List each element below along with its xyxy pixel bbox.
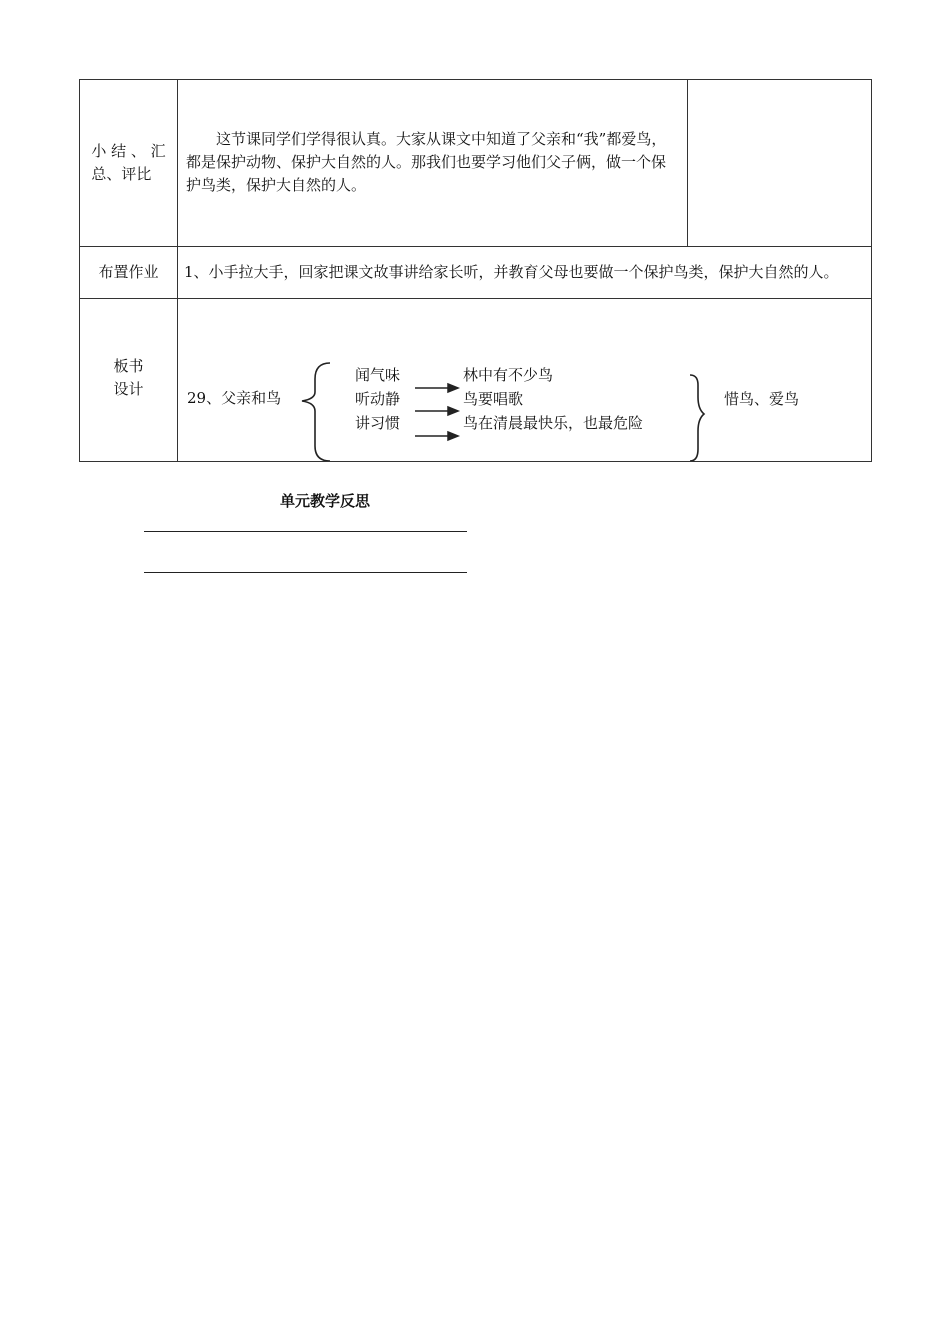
board-design-cell bbox=[178, 299, 872, 462]
board-left-item: 闻气味 bbox=[355, 366, 401, 384]
homework-label: 布置作业 bbox=[98, 263, 159, 281]
board-right-item: 林中有不少鸟 bbox=[463, 366, 554, 384]
reflection-blank-line[interactable] bbox=[144, 531, 467, 532]
homework-row bbox=[80, 247, 872, 299]
reflection-title: 单元教学反思 bbox=[280, 492, 371, 510]
board-label: 板书 设计 bbox=[113, 357, 144, 398]
board-right-item: 鸟要唱歌 bbox=[463, 390, 524, 408]
board-title: 29、父亲和鸟 bbox=[187, 389, 282, 407]
summary-content-cell bbox=[178, 80, 688, 247]
left-brace bbox=[302, 363, 330, 461]
summary-label-cell bbox=[80, 80, 178, 247]
board-design bbox=[178, 299, 871, 461]
reflection-blank-line[interactable] bbox=[144, 572, 467, 573]
summary-text: 这节课同学们学得很认真。大家从课文中知道了父亲和“我”都爱鸟，都是保护动物、保护大自然的人。那我们也要学习他们父子俩，做一个保护鸟类，保护大自然的人。 bbox=[186, 130, 667, 194]
lesson-table bbox=[79, 79, 872, 462]
summary-label: 小 结 、 汇 总、评比 bbox=[91, 142, 166, 183]
board-label-cell bbox=[80, 299, 178, 462]
homework-content-cell bbox=[178, 247, 872, 299]
right-brace bbox=[690, 375, 704, 461]
summary-row bbox=[80, 80, 872, 247]
homework-label-cell bbox=[80, 247, 178, 299]
board-left-item: 讲习惯 bbox=[355, 414, 401, 432]
arrows bbox=[415, 384, 458, 440]
board-left-item: 听动静 bbox=[355, 390, 401, 408]
homework-text: 1、小手拉大手，回家把课文故事讲给家长听，并教育父母也要做一个保护鸟类，保护大自然的人。 bbox=[184, 263, 839, 281]
board-conclusion: 惜鸟、爱鸟 bbox=[724, 390, 800, 408]
board-right-item: 鸟在清晨最快乐，也最危险 bbox=[463, 414, 644, 432]
summary-extra-cell bbox=[688, 80, 872, 247]
board-row bbox=[80, 299, 872, 462]
